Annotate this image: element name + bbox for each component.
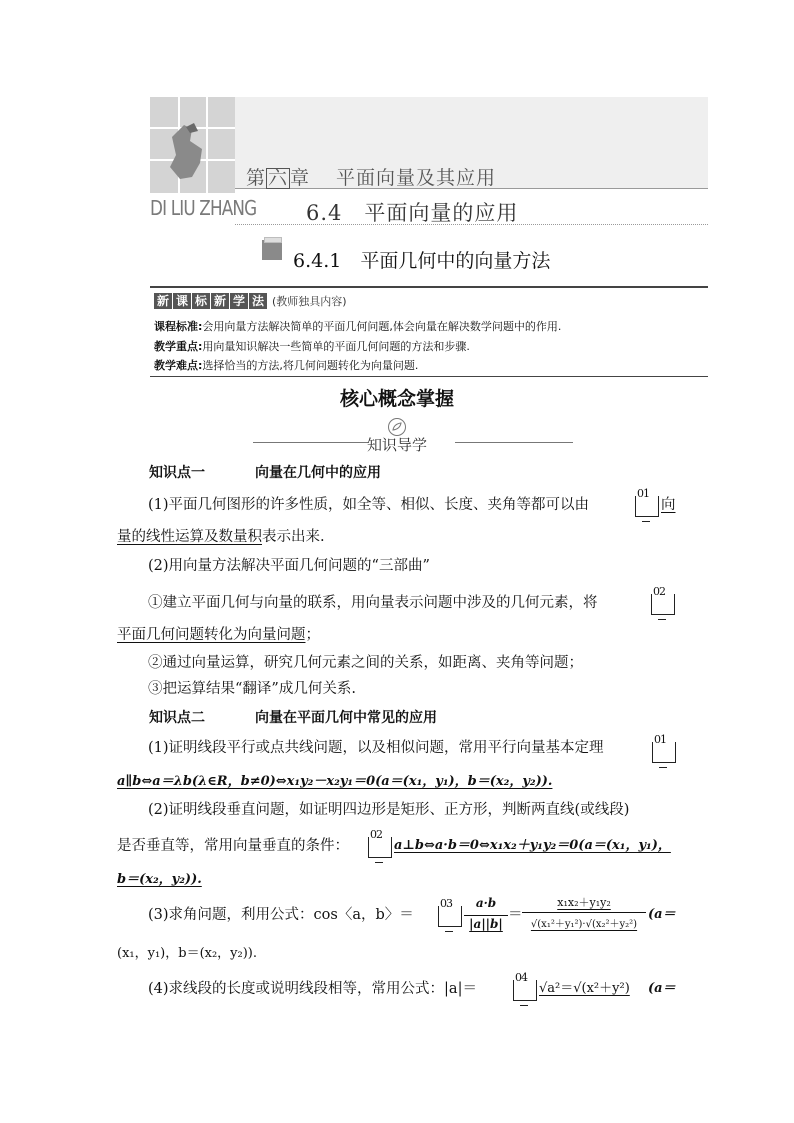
kp1-para1-line2: 量的线性运算及数量积表示出来. (117, 529, 325, 545)
chapter-number: 六 (268, 167, 289, 189)
knowledge-point-2-heading: 知识点二 向量在平面几何中常见的应用 (149, 710, 437, 726)
angle-fraction-1-denominator: |a||b| (469, 917, 503, 931)
knowledge-guide-label: 知识导学 (366, 436, 427, 454)
badge-ke: 课 (173, 293, 191, 309)
kp1-para5: ③把运算结果“翻译”成几何关系. (148, 681, 356, 697)
chapter-title: 平面向量及其应用 (336, 167, 497, 189)
angle-fraction-2-numerator: x₁x₂＋y₁y₂ (557, 896, 611, 909)
kp1-para1-answer-head: 向 (661, 497, 676, 513)
kp1-para1-line1: (1)平面几何图形的许多性质，如全等、相似、长度、夹角等都可以由 (148, 497, 590, 513)
answer-blank-kp2-04[interactable]: 04 (513, 980, 537, 1001)
chapter-decoration-image (150, 97, 235, 193)
kp2-para1-line1: (1)证明线段平行或点共线问题，以及相似问题，常用平行向量基本定理 (148, 740, 604, 756)
kp2-perpendicular-formula-cont: b＝(x₂，y₂)). (117, 872, 202, 887)
angle-fraction-1-numerator: a·b (475, 896, 497, 910)
kp2-para3-tail: (a＝ (648, 907, 676, 922)
knowledge-point-1-heading: 知识点一 向量在几何中的应用 (149, 465, 381, 481)
kp2-para3-line2: (x₁，y₁)，b＝(x₂，y₂)). (117, 946, 258, 961)
kp1-para3-line1: ①建立平面几何与向量的联系，用向量表示问题中涉及的几何元素，将 (148, 595, 598, 611)
angle-equals: ＝ (508, 907, 523, 923)
curriculum-badge-row (154, 293, 347, 309)
answer-blank-02[interactable]: 02 (651, 594, 675, 615)
kp2-para4-tail: (a＝ (648, 981, 676, 996)
badge-biao: 标 (192, 293, 210, 309)
kp1-para4: ②通过向量运算，研究几何元素之间的关系，如距离、夹角等问题； (148, 655, 583, 671)
book-icon (259, 236, 285, 263)
badge-xue: 学 (230, 293, 248, 309)
figure-silhouette-icon (150, 97, 235, 193)
angle-fraction-2-bar (522, 912, 646, 913)
section-title: 6.4 平面向量的应用 (306, 201, 519, 225)
chapter-pinyin: DI LIU ZHANG (150, 196, 257, 220)
badge-xin: 新 (154, 293, 172, 309)
teacher-note: (教师独具内容) (272, 295, 347, 308)
kp1-para2: (2)用向量方法解决平面几何问题的“三部曲” (148, 558, 430, 574)
core-concept-title: 核心概念掌握 (339, 388, 454, 410)
badge-fa: 法 (249, 293, 267, 309)
curriculum-top-rule (150, 286, 708, 288)
answer-blank-kp2-02[interactable]: 02 (368, 837, 392, 858)
curriculum-bottom-rule (150, 376, 708, 377)
chapter-heading: 第 六 章 平面向量及其应用 (246, 167, 497, 189)
subsection-title: 6.4.1 平面几何中的向量方法 (293, 250, 551, 272)
teaching-focus: 教学重点:用向量知识解决一些简单的平面几何问题的方法和步骤. (154, 340, 470, 353)
kp2-length-formula: √a²＝√(x²＋y²) (539, 981, 630, 996)
angle-fraction-2-denominator: √(x₁²＋y₁²)·√(x₂²＋y₂²) (530, 919, 638, 930)
kp2-para4-line1: (4)求线段的长度或说明线段相等，常用公式：|a|＝ (148, 981, 477, 997)
curriculum-standard: 课程标准:会用向量方法解决简单的平面几何问题,体会向量在解决数学问题中的作用. (154, 320, 562, 333)
kp2-para2-line1: (2)证明线段垂直问题，如证明四边形是矩形、正方形，判断两直线(或线段) (148, 802, 630, 818)
angle-fraction-1-bar (464, 915, 508, 916)
kp2-para3-line1: (3)求角问题，利用公式：cos〈a，b〉＝ (148, 907, 414, 923)
kp2-parallel-formula: a∥b⇔a＝λb(λ∈R，b≠0)⇔x₁y₂－x₂y₁＝0(a＝(x₁，y₁)，b＝(x₂，y₂)). (117, 774, 553, 789)
answer-blank-kp2-01[interactable]: 01 (652, 742, 676, 763)
answer-blank-kp2-03[interactable]: 03 (438, 906, 462, 927)
kp2-para2-line2: 是否垂直等，常用向量垂直的条件： (117, 838, 349, 854)
kp1-para3-line2: 平面几何问题转化为向量问题； (117, 627, 320, 643)
teaching-difficulty: 教学难点:选择恰当的方法,将几何问题转化为向量问题. (154, 359, 419, 372)
answer-blank-01[interactable]: 01 (635, 496, 659, 517)
kp2-perpendicular-formula: a⊥b⇔a·b＝0⇔x₁x₂＋y₁y₂＝0(a＝(x₁，y₁)， (394, 838, 671, 853)
badge-xin-2: 新 (211, 293, 229, 309)
